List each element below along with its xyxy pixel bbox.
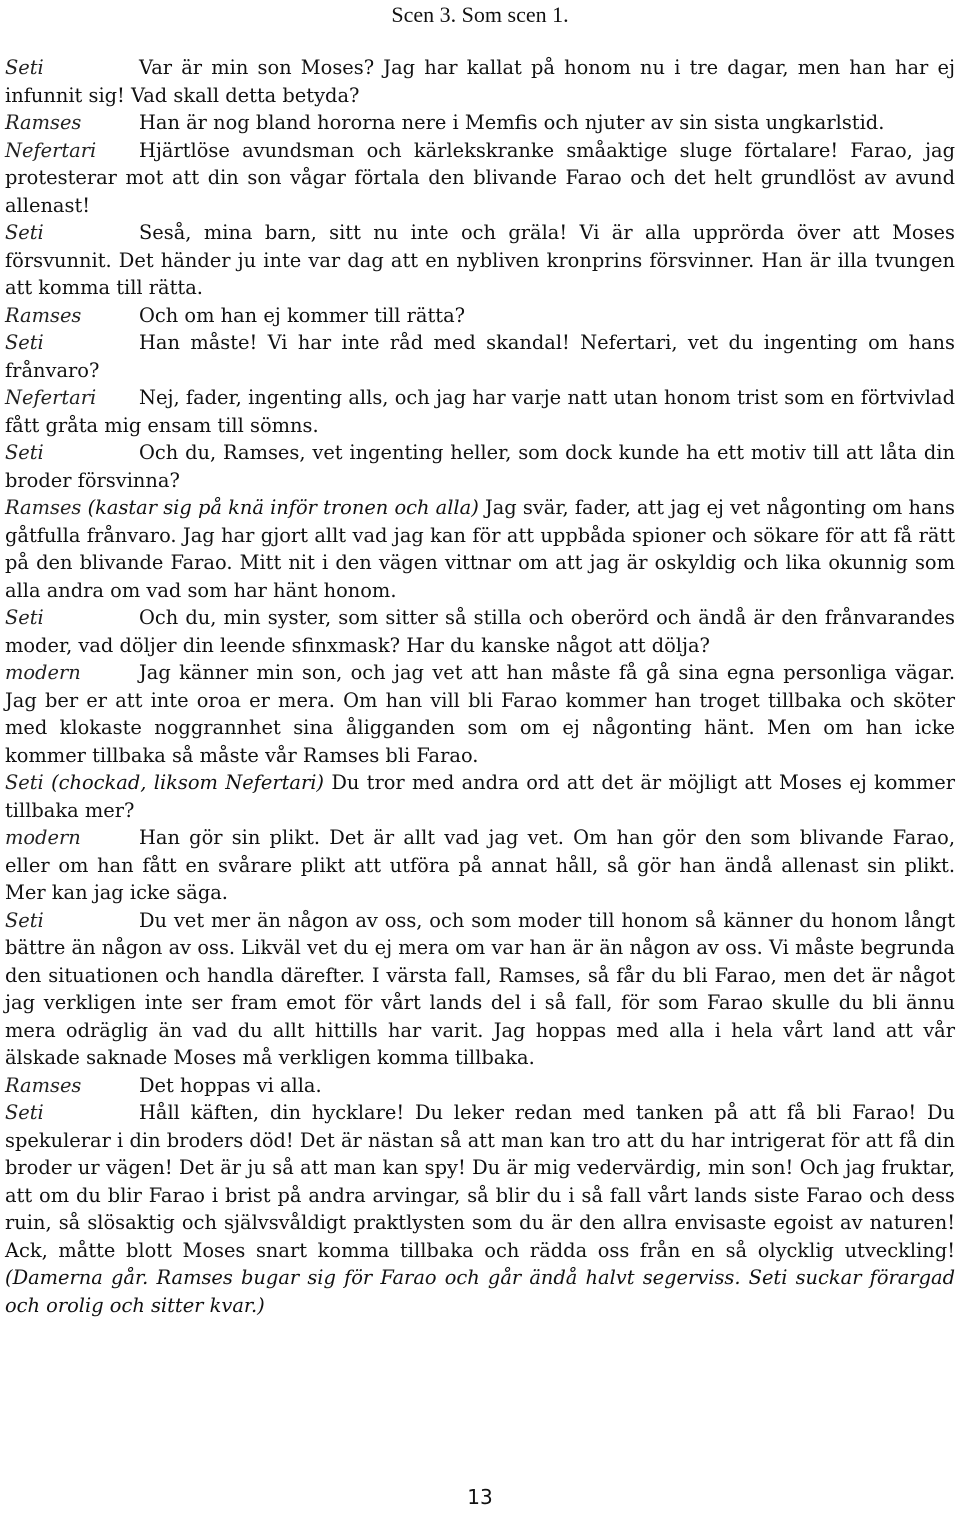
speaker-name: Seti [5, 1101, 44, 1124]
dialogue-line [5, 659, 955, 769]
dialogue-text: Var är min son Moses? Jag har kallat på honom nu i tre dagar, men han har ej infunnit sig! Vad skall detta betyda? [5, 56, 955, 107]
script-body [5, 54, 955, 1319]
speaker-name: modern [5, 826, 81, 849]
dialogue-text: Han måste! Vi har inte råd med skandal! Nefertari, vet du ingenting om hans frånvaro? [5, 331, 955, 382]
dialogue-line [5, 824, 955, 907]
speaker-name: Nefertari [5, 386, 97, 409]
dialogue-line [5, 494, 955, 604]
speaker-name: Ramses [5, 1073, 82, 1097]
speaker-name: Ramses [5, 303, 82, 327]
speaker-name: Seti [5, 331, 44, 354]
speaker-name: Ramses [5, 496, 82, 519]
stage-direction: (chockad, liksom Nefertari) [51, 771, 324, 794]
dialogue-line [5, 1072, 955, 1100]
speaker-name: Ramses [5, 111, 82, 134]
dialogue-text: Han gör sin plikt. Det är allt vad jag vet. Om han gör den som blivande Farao, eller om han fått en svårare plikt att utföra på annat håll, så gör han ändå allenast sin plikt. Mer kan jag icke säga. [5, 826, 955, 904]
dialogue-text: Jag svär, fader, att jag ej vet någonting om hans gåtfulla frånvaro. Jag har gjort allt vad jag kan för att uppbåda spioner och sökare för att få rätt på den blivande Farao. Mitt nit i den vägen vittnar om att jag är oskyldig och lika okunnig som alla andra om vad som har hänt honom. [5, 496, 955, 602]
speaker-name: Seti [5, 56, 44, 79]
dialogue-line [5, 54, 955, 109]
dialogue-text: Och du, min syster, som sitter så stilla och oberörd och ändå är den frånvarandes moder, vad döljer din leende sfinxmask? Har du kanske något att dölja? [5, 606, 955, 657]
dialogue-line [5, 302, 955, 330]
dialogue-line [5, 1099, 955, 1319]
speaker-name: Seti [5, 771, 44, 794]
dialogue-line [5, 384, 955, 439]
speaker-name: Seti [5, 441, 44, 464]
dialogue-text: Du tror med andra ord att det är möjligt att Moses ej kommer tillbaka mer? [5, 771, 955, 822]
dialogue-text: Och om han ej kommer till rätta? [139, 303, 466, 327]
dialogue-text: Du vet mer än någon av oss, och som moder till honom så känner du honom långt bättre än någon av oss. Likväl vet du ej mera om var han är än någon av oss. Vi måste begrunda den situationen och handla därefter. I värsta fall, Ramses, så får du bli Farao, men det är något jag verkligen inte ser fram emot för vårt lands del i så fall, för som Farao skulle du bli ännu mera odräglig än vad du allt hittills har varit. Jag hoppas med alla i hela vårt land att vår älskade saknade Moses må verkligen komma tillbaka. [5, 908, 955, 1069]
scene-heading: Scen 3. Som scen 1. [391, 2, 569, 27]
dialogue-line [5, 769, 955, 824]
speaker-name: Seti [5, 221, 44, 244]
dialogue-line [5, 109, 955, 137]
dialogue-text: Och du, Ramses, vet ingenting heller, som dock kunde ha ett motiv till att låta din broder försvinna? [5, 441, 955, 492]
dialogue-text: Seså, mina barn, sitt nu inte och gräla! Vi är alla upprörda över att Moses försvunnit. Det händer ju inte var dag att en nybliven kronprins försvinner. Han är illa tvungen att komma till rätta. [5, 221, 955, 299]
dialogue-line [5, 329, 955, 384]
dialogue-text: Hjärtlöse avundsman och kärlekskranke småaktige sluge förtalare! Farao, jag protesterar mot att din son vågar förtala den blivande Farao och det helt grundlöst av avund allenast! [5, 138, 955, 217]
dialogue-line [5, 907, 955, 1072]
stage-direction: (kastar sig på knä inför tronen och alla) [87, 496, 479, 519]
dialogue-text: Håll käften, din hycklare! Du leker redan med tanken på att få bli Farao! Du spekulerar i din broders död! Det är nästan så att man kan tro att du har intrigerat för att få din broder ur vägen! Det är ju så att man kan spy! Du är mig vedervärdig, min son! Och jag fruktar, att om du blir Farao i brist på andra arvingar, så blir du i så fall vårt lands siste Farao och dess ruin, så slösaktig och självsvåldigt praktlysten som du är den allra envisaste egoist av naturen! Ack, måtte blott Moses snart komma tillbaka och rädda oss från en så olycklig utveckling! [5, 1101, 955, 1262]
dialogue-line [5, 604, 955, 659]
dialogue-line [5, 439, 955, 494]
page-number: 13 [467, 1485, 493, 1509]
speaker-name: Seti [5, 606, 44, 629]
dialogue-line [5, 137, 955, 220]
dialogue-text: Det hoppas vi alla. [139, 1073, 322, 1097]
stage-direction: (Damerna går. Ramses bugar sig för Farao och går ändå halvt segerviss. Seti suckar förargad och orolig och sitter kvar.) [5, 1266, 955, 1317]
dialogue-text: Jag känner min son, och jag vet att han måste få gå sina egna personliga vägar. Jag ber er att inte oroa er mera. Om han vill bli Farao kommer han troget tillbaka och sköter med klokaste noggrannhet sina åligganden som om ej någonting hänt. Men om han icke kommer tillbaka så måste vår Ramses bli Farao. [5, 661, 955, 767]
speaker-name: modern [5, 661, 81, 684]
dialogue-text: Nej, fader, ingenting alls, och jag har varje natt utan honom trist som en förtvivlad fått gråta mig ensam till sömns. [5, 386, 955, 437]
speaker-name: Nefertari [5, 138, 97, 162]
speaker-name: Seti [5, 908, 44, 932]
dialogue-text: Han är nog bland hororna nere i Memfis och njuter av sin sista ungkarlstid. [139, 111, 885, 134]
dialogue-line [5, 219, 955, 302]
